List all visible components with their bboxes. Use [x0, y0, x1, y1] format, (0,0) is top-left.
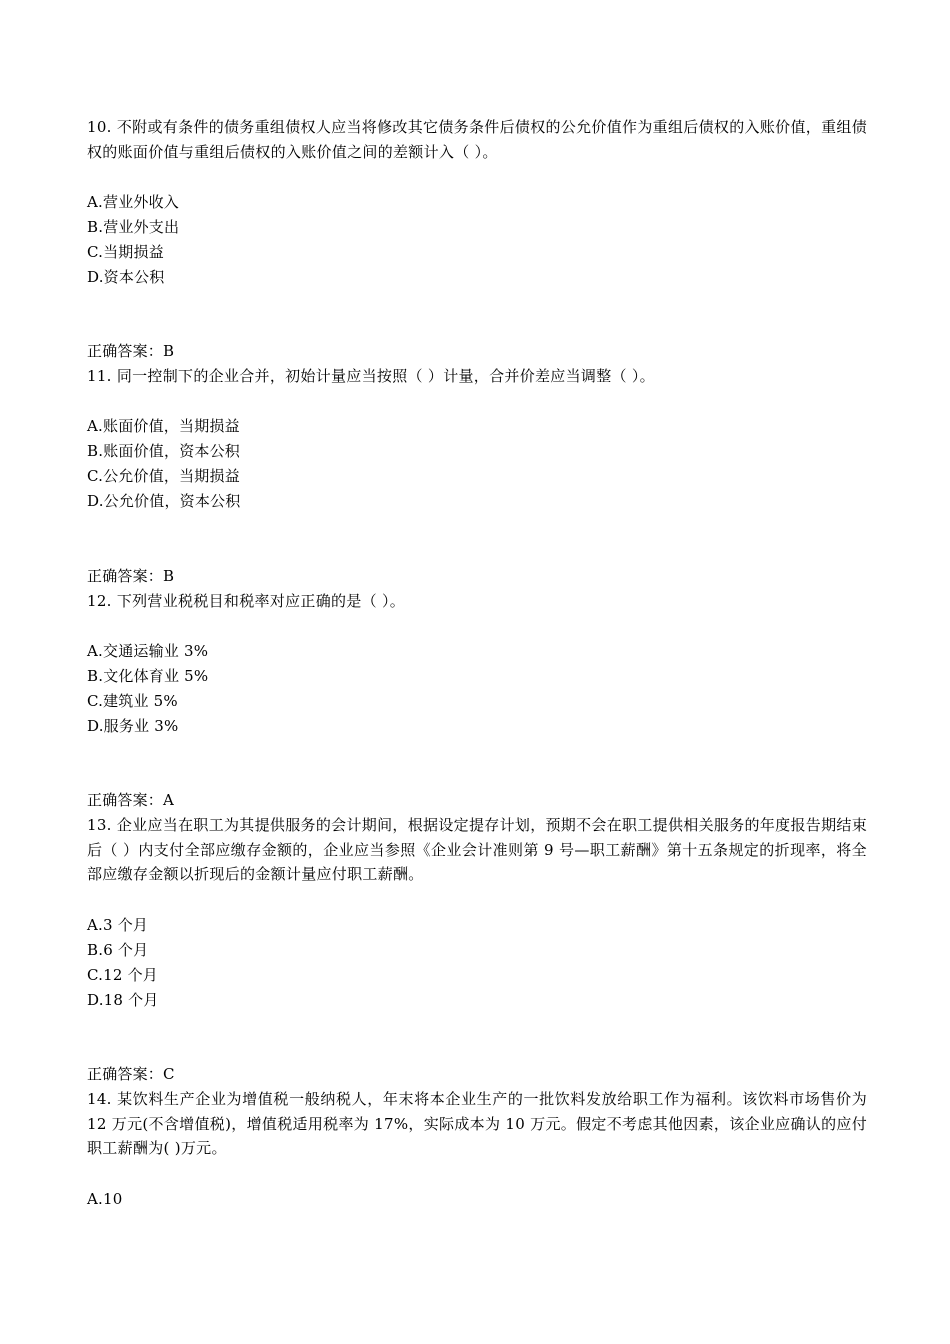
answer-line: 正确答案：B: [87, 342, 175, 360]
option-a: A.10: [87, 1190, 123, 1208]
option-c: C.12 个月: [87, 966, 158, 984]
option-d: D.服务业 3%: [87, 717, 179, 735]
question-stem: 14. 某饮料生产企业为增值税一般纳税人，年末将本企业生产的一批饮料发放给职工作为福利。该饮料市场售价为 12 万元(不含增值税)，增值税适用税率为 17%，实际成本为 10 万元。假定不考虑其他因素，该企业应确认的应付职工薪酬为( )万元。: [87, 1090, 867, 1157]
option-d: D.公允价值，资本公积: [87, 492, 241, 510]
option-c: C.当期损益: [87, 243, 164, 261]
option-c: C.建筑业 5%: [87, 692, 178, 710]
option-a: A.3 个月: [87, 916, 149, 934]
answer-line: 正确答案：C: [87, 1065, 175, 1083]
option-d: D.18 个月: [87, 991, 159, 1009]
answer-line: 正确答案：A: [87, 791, 175, 809]
question-stem: 11. 同一控制下的企业合并，初始计量应当按照（ ）计量，合并价差应当调整（ ）。: [87, 367, 655, 385]
option-c: C.公允价值，当期损益: [87, 467, 240, 485]
option-b: B.营业外支出: [87, 218, 180, 236]
option-a: A.账面价值，当期损益: [87, 417, 240, 435]
option-d: D.资本公积: [87, 268, 165, 286]
answer-line: 正确答案：B: [87, 567, 175, 585]
question-stem: 12. 下列营业税税目和税率对应正确的是（ ）。: [87, 592, 406, 610]
option-a: A.营业外收入: [87, 193, 180, 211]
option-b: B.6 个月: [87, 941, 149, 959]
option-b: B.文化体育业 5%: [87, 667, 209, 685]
option-b: B.账面价值，资本公积: [87, 442, 240, 460]
option-a: A.交通运输业 3%: [87, 642, 209, 660]
question-stem: 10. 不附或有条件的债务重组债权人应当将修改其它债务条件后债权的公允价值作为重组后债权的入账价值，重组债权的账面价值与重组后债权的入账价值之间的差额计入（ ）。: [87, 118, 867, 161]
question-stem: 13. 企业应当在职工为其提供服务的会计期间，根据设定提存计划，预期不会在职工提供相关服务的年度报告期结束后（ ）内支付全部应缴存金额的，企业应当参照《企业会计准则第 9 号—职工薪酬》第十五条规定的折现率，将全部应缴存金额以折现后的金额计量应付职工薪酬。: [87, 816, 867, 883]
